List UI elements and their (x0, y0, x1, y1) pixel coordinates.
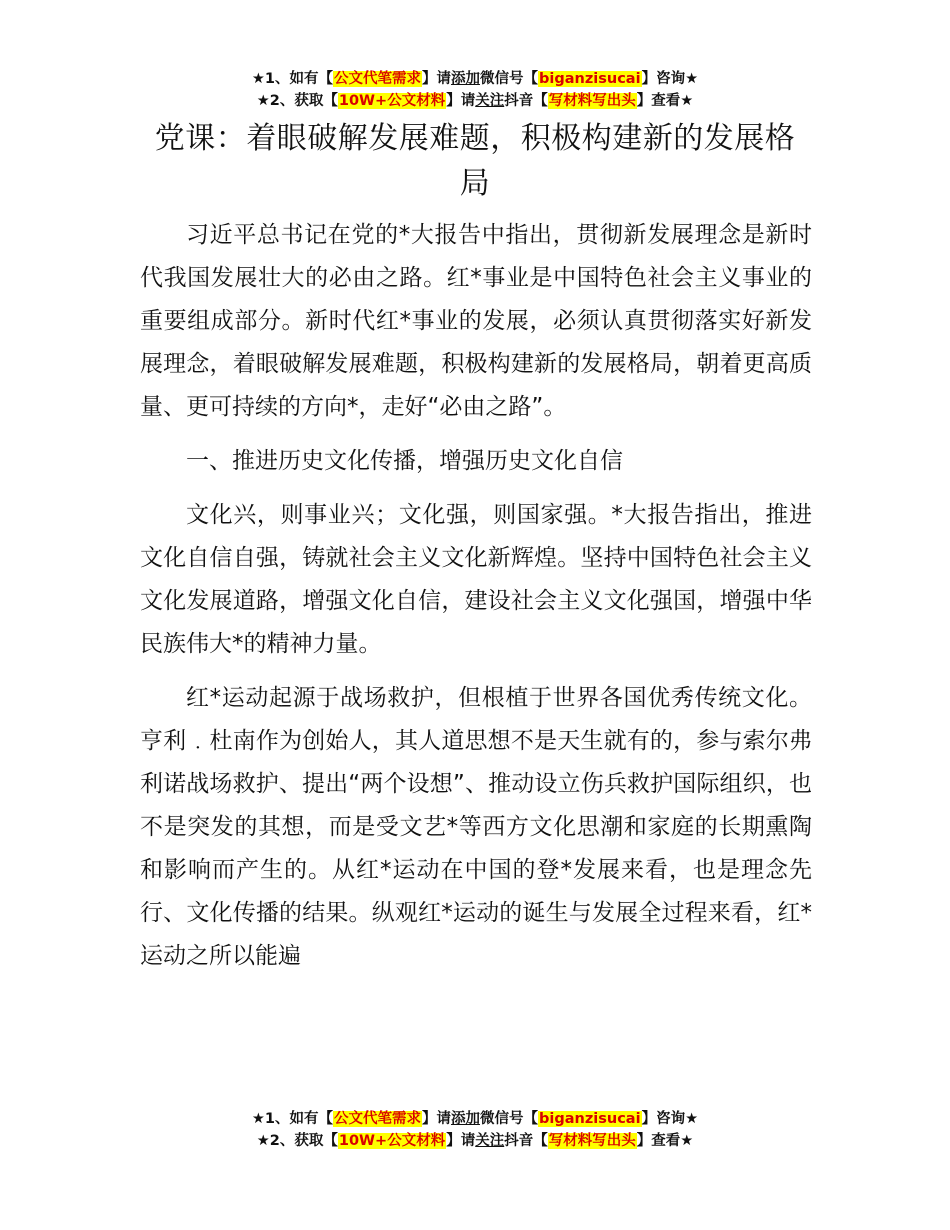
banner-text: 微信号【 (480, 71, 539, 87)
banner-text: 】请 (446, 1133, 476, 1149)
banner-text: 】请 (422, 1111, 452, 1127)
footer-banner (0, 1108, 950, 1152)
paragraph: 文化兴，则事业兴；文化强，则国家强。*大报告指出，推进文化自信自强，铸就社会主义文化新辉煌。坚持中国特色社会主义文化发展道路，增强文化自信，建设社会主义文化强国，增强中华民族伟大*的精神力量。 (140, 502, 812, 657)
paragraph: 红*运动起源于战场救护，但根植于世界各国优秀传统文化。亨利﹒杜南作为创始人，其人道思想不是天生就有的，参与索尔弗利诺战场救护、提出“两个设想”、推动设立伤兵救护国际组织，也不是突发的其想，而是受文艺*等西方文化思潮和家庭的长期熏陶和影响而产生的。从红*运动在中国的登*发展来看，也是理念先行、文化传播的结果。纵观红*运动的诞生与发展全过程来看，红*运动之所以能遍 (140, 685, 812, 969)
banner-text: 】查看★ (636, 93, 694, 109)
banner-line-1 (0, 68, 950, 90)
banner-text: 抖音【 (504, 1133, 548, 1149)
document-body (140, 214, 812, 978)
banner-line-1 (0, 1108, 950, 1130)
banner-text: ★1、如有【 (251, 1111, 334, 1127)
banner-line-2 (0, 1130, 950, 1152)
section-heading: 一、推进历史文化传播，增强历史文化自信 (186, 448, 623, 474)
banner-underline: 添加 (451, 1111, 481, 1127)
banner-text: 】请 (446, 93, 476, 109)
banner-text: 】咨询★ (641, 1111, 699, 1127)
banner-highlight: 公文代笔需求 (334, 71, 422, 87)
banner-text: 】查看★ (636, 1133, 694, 1149)
banner-text: 】请 (422, 71, 452, 87)
banner-text: 抖音【 (504, 93, 548, 109)
banner-highlight: 写材料写出头 (548, 93, 636, 109)
banner-text: ★2、获取【 (256, 93, 338, 109)
banner-highlight: 公文代笔需求 (334, 1111, 422, 1127)
banner-highlight: 写材料写出头 (548, 1133, 636, 1149)
banner-text: ★2、获取【 (256, 1133, 338, 1149)
banner-highlight: biganzisucai (539, 1111, 641, 1127)
header-banner (0, 68, 950, 112)
document-title: 党课：着眼破解发展难题，积极构建新的发展格局 (154, 121, 796, 201)
banner-line-2 (0, 90, 950, 112)
banner-text: ★1、如有【 (251, 71, 334, 87)
banner-highlight: biganzisucai (539, 71, 641, 87)
banner-highlight: 10W+公文材料 (338, 93, 446, 109)
banner-underline: 关注 (475, 1133, 505, 1149)
banner-text: 微信号【 (480, 1111, 539, 1127)
banner-text: 】咨询★ (641, 71, 699, 87)
banner-underline: 关注 (475, 93, 505, 109)
banner-underline: 添加 (451, 71, 481, 87)
banner-highlight: 10W+公文材料 (338, 1133, 446, 1149)
paragraph: 习近平总书记在党的*大报告中指出，贯彻新发展理念是新时代我国发展壮大的必由之路。红*事业是中国特色社会主义事业的重要组成部分。新时代红*事业的发展，必须认真贯彻落实好新发展理念，着眼破解发展难题，积极构建新的发展格局，朝着更高质量、更可持续的方向*，走好“必由之路”。 (140, 222, 812, 420)
